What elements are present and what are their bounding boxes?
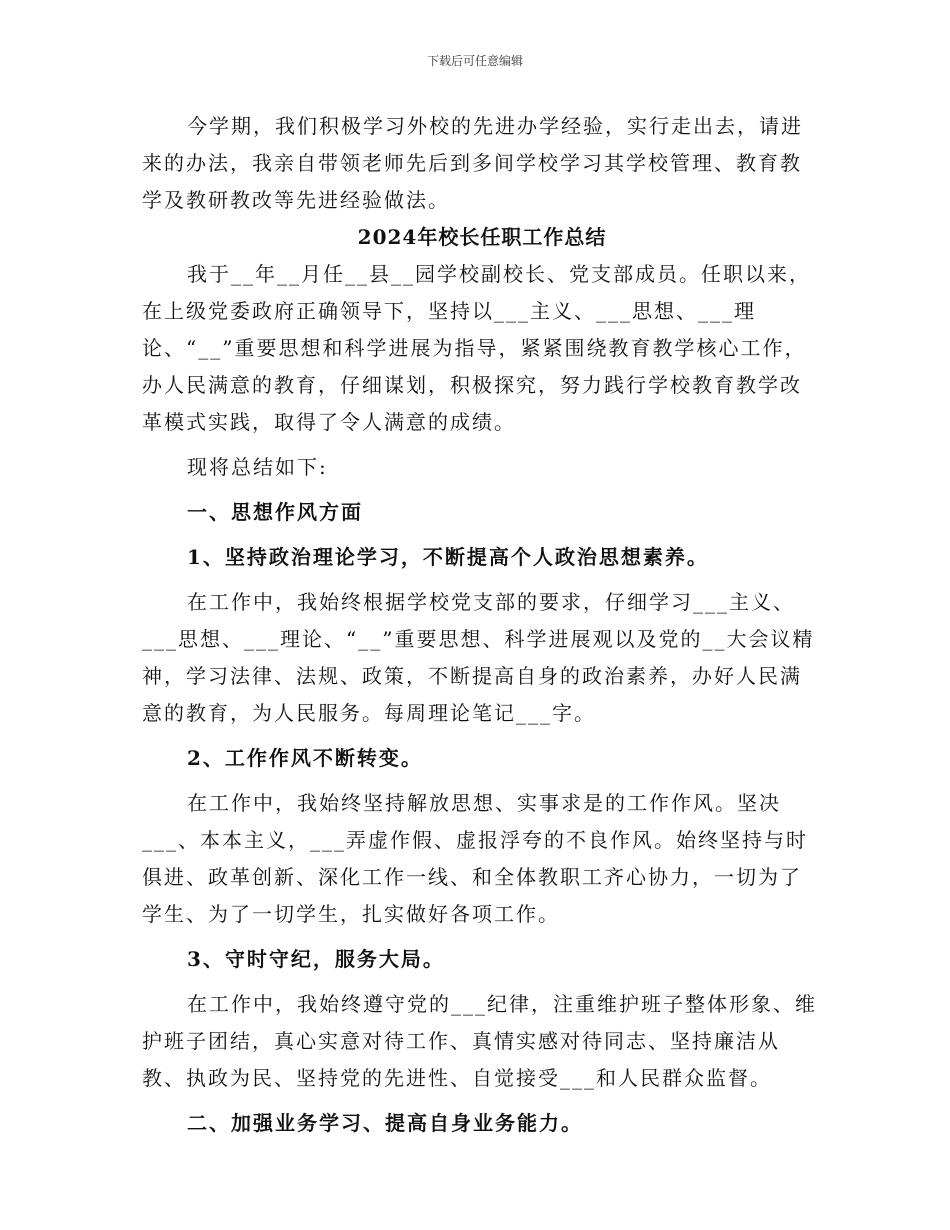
section-heading-2: 二、加强业务学习、提高自身业务能力。 <box>187 1111 583 1135</box>
paragraph-1: 我于__年__月任__县__园学校副校长、党支部成员。任职以来，在上级党委政府正确领导下，坚持以___主义、___思想、___理论、“__”重要思想和科学进展为指导，紧紧围绕教育教学核心工作，办人民满意的教育，仔细谋划，积极探究，努力践行学校教育教学改革模式实践，取得了令人满意的成绩。 <box>142 262 811 434</box>
document-title: 2024年校长任职工作总结 <box>357 225 607 249</box>
paragraph-5: 在工作中，我始终遵守党的___纪律，注重维护班子整体形象、维护班子团结，真心实意对待工作、真情实感对待同志、坚持廉洁从教、执政为民、坚持党的先进性、自觉接受___和人民群众监督。 <box>142 992 817 1090</box>
document-body <box>142 108 822 1142</box>
paragraph-2: 现将总结如下: <box>187 455 328 479</box>
intro-paragraph: 今学期，我们积极学习外校的先进办学经验，实行走出去，请进来的办法，我亲自带领老师先后到多间学校学习其学校管理、教育教学及教研教改等先进经验做法。 <box>142 114 803 212</box>
paragraph-4: 在工作中，我始终坚持解放思想、实事求是的工作作风。坚决___、本本主义，___弄虚作假、虚报浮夸的不良作风。始终坚持与时俱进、政革创新、深化工作一线、和全体教职工齐心协力，一切为了学生、为了一切学生，扎实做好各项工作。 <box>142 791 808 926</box>
page-header: 下载后可任意编辑 <box>426 54 523 68</box>
section-heading-1: 一、思想作风方面 <box>187 500 363 524</box>
paragraph-3: 在工作中，我始终根据学校党支部的要求，仔细学习___主义、___思想、___理论、“__”重要思想、科学进展观以及党的__大会议精神，学习法律、法规、政策，不断提高自身的政治素养，办好人民满意的教育，为人民服务。每周理论笔记___字。 <box>142 590 815 725</box>
subheading-1-3: 3、守时守纪，服务大局。 <box>187 947 445 971</box>
subheading-1-1: 1、坚持政治理论学习，不断提高个人政治思想素养。 <box>187 545 709 569</box>
subheading-1-2: 2、工作作风不断转变。 <box>187 746 423 770</box>
